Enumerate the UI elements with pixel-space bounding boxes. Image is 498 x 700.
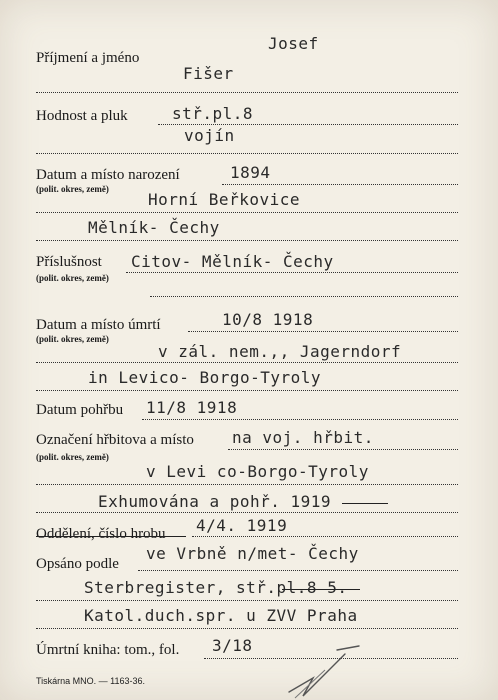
deathbook-label: Úmrtní kniha: tom., fol. bbox=[36, 642, 180, 658]
death-dotted-line-3 bbox=[36, 390, 458, 391]
rank-label: Hodnost a pluk bbox=[36, 108, 128, 124]
rank-value: vojín bbox=[184, 126, 235, 145]
death-label: Datum a místo úmrtí bbox=[36, 317, 161, 333]
pencil-checkmark-icon bbox=[285, 640, 365, 700]
grave-dotted-line bbox=[192, 536, 458, 537]
birth-dotted-line-2 bbox=[36, 212, 458, 213]
birth-dotted-line bbox=[222, 184, 458, 185]
death-sub-label: (polit. okres, země) bbox=[36, 334, 109, 344]
copied-dotted-line-2 bbox=[36, 600, 458, 601]
grave-label: Oddělení, číslo hrobu bbox=[36, 526, 166, 542]
domicile-value: Citov- Mělník- Čechy bbox=[131, 252, 334, 271]
burial-date-value: 11/8 1918 bbox=[146, 398, 238, 417]
copied-dotted-line-3 bbox=[36, 628, 458, 629]
sterbe-value: Sterbregister, stř.pl.8 5. bbox=[84, 578, 348, 597]
copied-label: Opsáno podle bbox=[36, 556, 119, 572]
sterbe-strike bbox=[282, 589, 360, 590]
rank-dotted-line-2 bbox=[36, 153, 458, 154]
cemetery-value: na voj. hřbit. bbox=[232, 428, 374, 447]
first-name-value: Josef bbox=[268, 34, 319, 53]
copied-from-value: ve Vrbně n/met- Čechy bbox=[146, 544, 359, 563]
birth-label: Datum a místo narození bbox=[36, 167, 180, 183]
death-dotted-line bbox=[188, 331, 458, 332]
death-date-value: 10/8 1918 bbox=[222, 310, 314, 329]
grave-label-strike bbox=[36, 536, 186, 537]
cemetery-sub-label: (polit. okres, země) bbox=[36, 452, 109, 462]
domicile-sub-label: (polit. okres, země) bbox=[36, 273, 109, 283]
domicile-dotted-line-2 bbox=[150, 296, 458, 297]
birth-place-value: Horní Beřkovice bbox=[148, 190, 300, 209]
domicile-dotted-line bbox=[126, 272, 458, 273]
exhumed-value: Exhumována a pohř. 1919 bbox=[98, 492, 332, 511]
cemetery-dotted-line bbox=[228, 449, 458, 450]
regiment-value: stř.pl.8 bbox=[172, 104, 254, 123]
cemetery-dotted-line-2 bbox=[36, 484, 458, 485]
rank-dotted-line bbox=[158, 124, 458, 125]
name-label: Příjmení a jméno bbox=[36, 50, 140, 66]
birth-dotted-line-3 bbox=[36, 240, 458, 241]
burial-dotted-line bbox=[142, 419, 458, 420]
burial-label: Datum pohřbu bbox=[36, 402, 124, 418]
copied-dotted-line bbox=[138, 570, 458, 571]
cemetery-label: Označení hřbitova a místo bbox=[36, 432, 194, 448]
death-place-value: v zál. nem.,, Jagerndorf bbox=[158, 342, 402, 361]
death-place2-value: in Levico- Borgo-Tyroly bbox=[88, 368, 322, 387]
cemetery-dotted-line-3 bbox=[36, 512, 458, 513]
exhumed-strike-year bbox=[342, 503, 388, 504]
surname-value: Fišer bbox=[183, 64, 234, 83]
name-dotted-line bbox=[36, 92, 458, 93]
printer-footer: Tiskárna MNO. — 1163-36. bbox=[36, 676, 146, 686]
birth-district-value: Mělník- Čechy bbox=[88, 218, 220, 237]
grave-date-value: 4/4. 1919 bbox=[196, 516, 288, 535]
domicile-label: Příslušnost bbox=[36, 254, 102, 270]
deathbook-value: 3/18 bbox=[212, 636, 253, 655]
birth-year-value: 1894 bbox=[230, 163, 271, 182]
death-dotted-line-2 bbox=[36, 362, 458, 363]
birth-sub-label: (polit. okres, země) bbox=[36, 184, 109, 194]
cemetery-place-value: v Levi co-Borgo-Tyroly bbox=[146, 462, 369, 481]
katol-value: Katol.duch.spr. u ZVV Praha bbox=[84, 606, 358, 625]
